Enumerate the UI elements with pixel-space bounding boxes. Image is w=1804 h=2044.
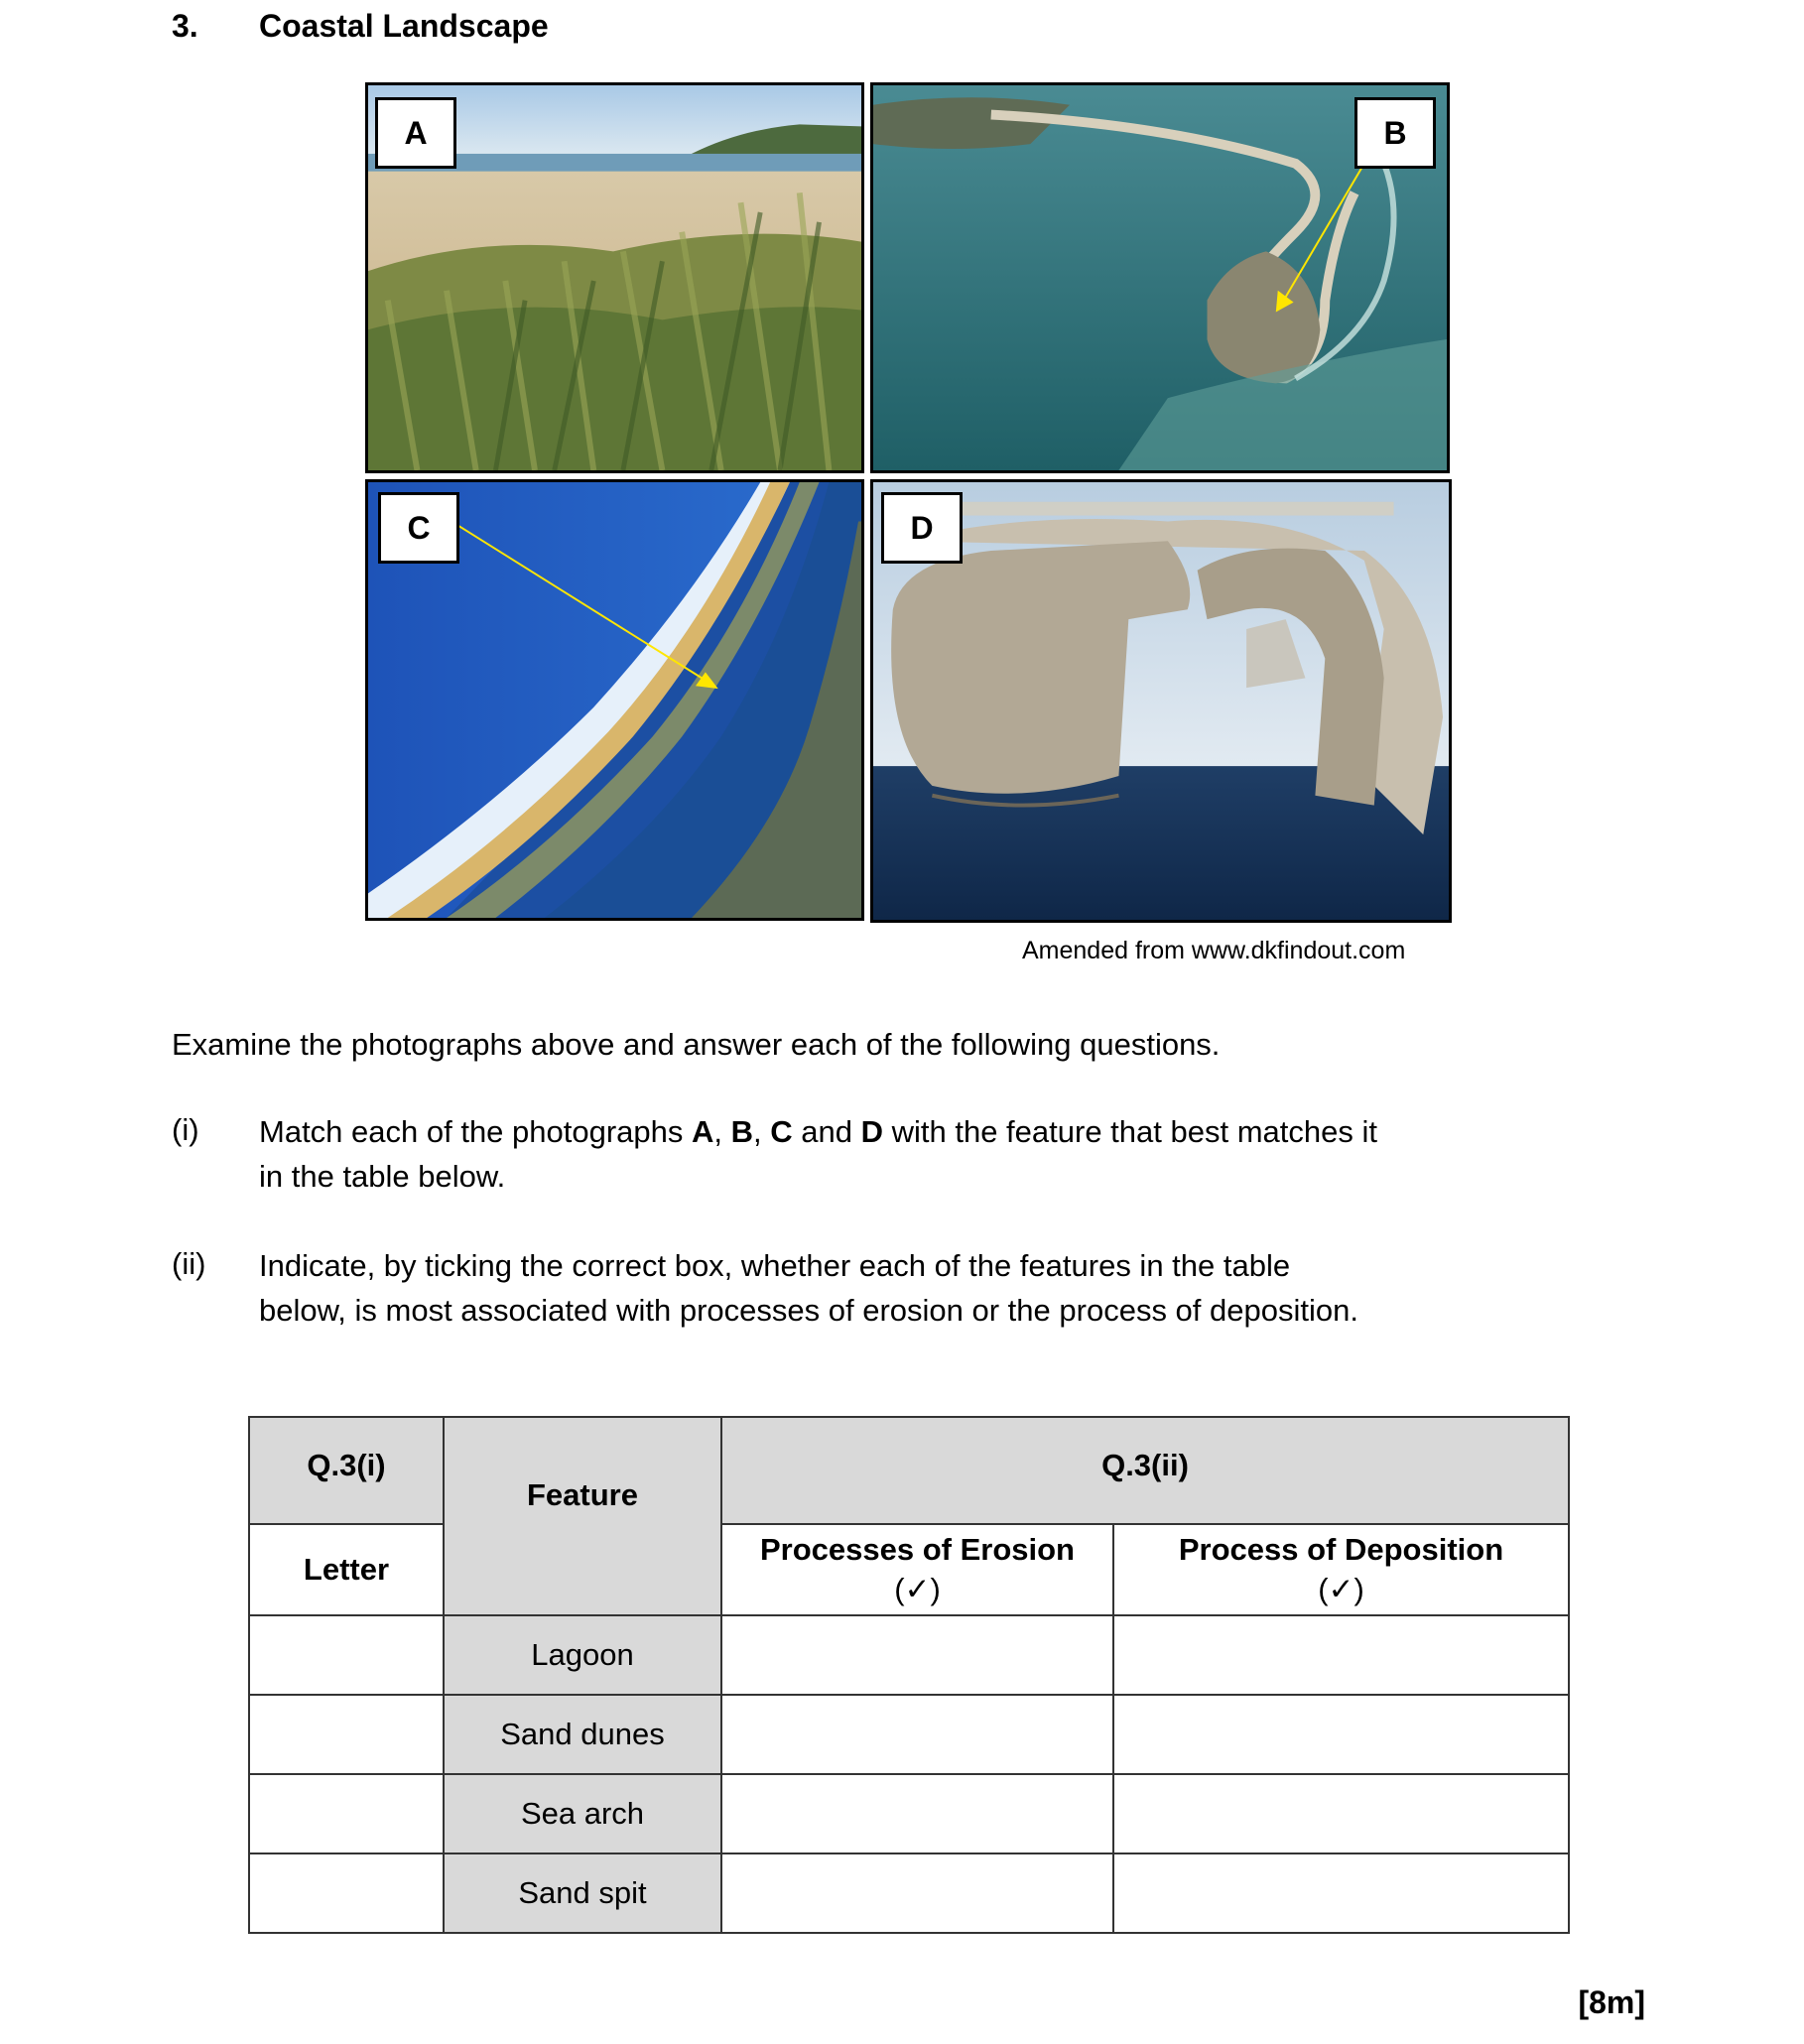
- part-ii-text: [259, 1243, 1358, 1333]
- header-q3i: Q.3(i): [249, 1417, 444, 1524]
- letter-cell-sand-dunes[interactable]: [249, 1695, 444, 1774]
- erosion-tick-box[interactable]: [721, 1695, 1113, 1774]
- photo-credit: Amended from www.dkfindout.com: [1022, 937, 1406, 964]
- erosion-tick-box[interactable]: [721, 1853, 1113, 1933]
- part-ii-number: (ii): [172, 1246, 206, 1281]
- part-i-text: [259, 1109, 1377, 1199]
- answer-table: [248, 1416, 1570, 1934]
- photo-c: [365, 479, 864, 921]
- part-i-line1: Match each of the photographs A, B, C and D with the feature that best matches it: [259, 1114, 1377, 1149]
- intro-text: Examine the photographs above and answer each of the following questions.: [172, 1027, 1221, 1062]
- photo-c-label: C: [378, 492, 459, 564]
- part-i-number: (i): [172, 1112, 199, 1147]
- photo-d: [870, 479, 1452, 923]
- photo-a-label: A: [375, 97, 456, 169]
- table-row: [249, 1774, 1569, 1853]
- part-ii-line2: below, is most associated with processes of erosion or the process of deposition.: [259, 1293, 1358, 1328]
- erosion-tick-box[interactable]: [721, 1615, 1113, 1695]
- erosion-tick-box[interactable]: [721, 1774, 1113, 1853]
- header-erosion: Processes of Erosion (✓): [721, 1524, 1113, 1615]
- header-q3ii: Q.3(ii): [721, 1417, 1569, 1524]
- deposition-tick-box[interactable]: [1113, 1615, 1569, 1695]
- feature-cell: Lagoon: [444, 1615, 721, 1695]
- letter-cell-sand-spit[interactable]: [249, 1853, 444, 1933]
- deposition-tick-box[interactable]: [1113, 1695, 1569, 1774]
- feature-cell: Sand spit: [444, 1853, 721, 1933]
- part-ii-line1: Indicate, by ticking the correct box, whether each of the features in the table: [259, 1248, 1291, 1283]
- marks-total: [8m]: [1578, 1984, 1645, 2020]
- table-row: [249, 1615, 1569, 1695]
- photo-b-label: B: [1354, 97, 1436, 169]
- photo-a: [365, 82, 864, 473]
- header-letter: Letter: [249, 1524, 444, 1615]
- table-row: [249, 1695, 1569, 1774]
- deposition-tick-box[interactable]: [1113, 1853, 1569, 1933]
- header-feature: Feature: [444, 1417, 721, 1615]
- feature-cell: Sea arch: [444, 1774, 721, 1853]
- part-i-line2: in the table below.: [259, 1159, 506, 1194]
- photo-b: [870, 82, 1450, 473]
- feature-cell: Sand dunes: [444, 1695, 721, 1774]
- deposition-tick-box[interactable]: [1113, 1774, 1569, 1853]
- question-title: Coastal Landscape: [259, 8, 549, 44]
- photo-d-label: D: [881, 492, 963, 564]
- question-number: 3.: [172, 8, 198, 44]
- letter-cell-lagoon[interactable]: [249, 1615, 444, 1695]
- header-deposition: Process of Deposition (✓): [1113, 1524, 1569, 1615]
- table-row: [249, 1853, 1569, 1933]
- letter-cell-sea-arch[interactable]: [249, 1774, 444, 1853]
